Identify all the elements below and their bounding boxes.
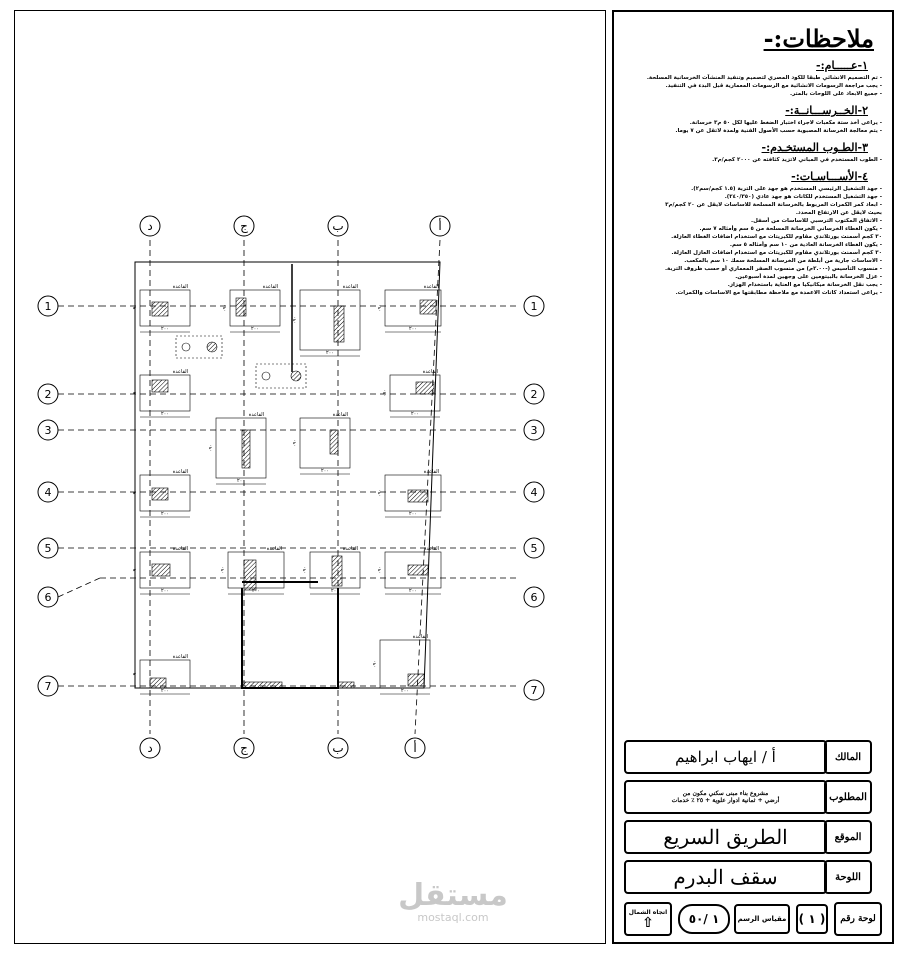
dimension-label-vertical: ٠٩٠	[132, 669, 138, 679]
notes-line: ٣٠ كجم أسمنت بورتلاندي مقاوم للكبريتات مع استخدام اضافات الغطاء العازلة.	[671, 234, 882, 240]
column-section	[152, 302, 168, 316]
grid-label-row-left: 2	[44, 388, 52, 401]
dimension-label-vertical: ٠٩٠	[382, 388, 388, 398]
dimension-label: ٢٠٠	[250, 326, 260, 332]
grid-label-row-left: 7	[44, 680, 52, 693]
scale-value: ١ /٥٠	[678, 904, 730, 934]
footing-outline	[300, 418, 350, 468]
pit-wall	[242, 588, 338, 688]
dimension-label: ٢٠٠	[320, 468, 330, 474]
column-section	[420, 300, 436, 314]
notes-line: - منسوب التأسيس (-٢.٠٠م) من منسوب الصفر المعماري أو حسب ظروف التربة.	[664, 266, 882, 272]
dimension-label: ٢٠٠	[400, 688, 410, 694]
grid-label-row-right: 1	[530, 300, 538, 313]
notes-section-title: ١-عـــــام:-	[816, 59, 868, 72]
dimension-label: ٢٠٠	[408, 511, 418, 517]
drawing-value: سقف البدرم	[624, 860, 827, 894]
owner-label: المالك	[824, 740, 872, 774]
footing-label: القاعدة	[266, 546, 282, 552]
required-line-1: مشروع بناء مبنى سكني مكون من	[682, 790, 769, 797]
title-block-owner	[624, 740, 882, 774]
footing-label: القاعدة	[172, 469, 188, 475]
watermark-arabic: مستقل	[398, 878, 508, 913]
equipment-symbol	[182, 343, 190, 351]
equipment-symbol	[262, 372, 270, 380]
notes-line: - ابعاد كمر الكمرات المربوط بالخرسانة المسلحة للاساسات لايقل عن ٢٠ كجم/م٣	[665, 202, 882, 208]
dimension-label-vertical: ٠٩٠	[132, 303, 138, 313]
footing-outline	[300, 290, 360, 350]
north-arrow-label: اتجاه الشمال	[628, 908, 668, 916]
notes-line: - الاتفاق المكتوب الترسبي للاساسات من أسفل.	[751, 218, 882, 224]
column-section	[242, 430, 250, 468]
dimension-label: ٢٠٠	[160, 511, 170, 517]
grid-label-row-left: 5	[44, 542, 52, 555]
grid-label-row-right: 2	[530, 388, 538, 401]
grid-label-column-bottom: ج	[240, 741, 248, 755]
watermark-latin: mostaql.com	[417, 911, 489, 924]
notes-line: - جهد التشغيل المستخدم للكانات هو جهد عادي (٢٤٠/٣٥٠).	[724, 194, 882, 200]
notes-body	[620, 59, 882, 297]
location-value: الطريق السريع	[624, 820, 827, 854]
notes-line: - تم التصميم الانشائي طبقا للكود المصري لتصميم وتنفيذ المنشآت الخرسانية المسلحة.	[646, 75, 882, 81]
grid-label-column-top: ب	[332, 219, 344, 233]
grid-label-column-top: د	[147, 219, 153, 233]
footing-label: القاعدة	[172, 369, 188, 375]
column-section	[330, 430, 338, 454]
column-section	[416, 382, 434, 394]
column-section	[408, 490, 428, 502]
dimension-label: ٢٠٠	[160, 326, 170, 332]
notes-line: - جميع الابعاد على اللوحات بالمتر.	[790, 91, 882, 97]
notes-section-title: ٢-الخــرســـانــة:-	[785, 104, 868, 117]
dimension-label-vertical: ٠٩٠	[377, 565, 383, 575]
footing-label: القاعدة	[342, 546, 358, 552]
footing-label: القاعدة	[172, 284, 188, 290]
notes-line: بحيث لايقل عن الارتفاع المحدد.	[795, 210, 882, 216]
column-section	[150, 678, 166, 688]
dimension-label: ٢٠٠	[251, 588, 261, 594]
equipment-symbol	[207, 342, 217, 352]
dimension-label-vertical: ٠٩٠	[208, 443, 214, 453]
grid-label-column-bottom: د	[147, 741, 153, 755]
column-section	[244, 560, 256, 590]
required-label: المطلوب	[824, 780, 872, 814]
dimension-label-vertical: ٠٩٠	[372, 659, 378, 669]
dimension-label-vertical: ٠٩٠	[220, 565, 226, 575]
dimension-label-vertical: ٠٩٠	[132, 565, 138, 575]
dimension-label: ٢٠٠	[160, 588, 170, 594]
owner-value: أ / ايهاب ابراهيم	[624, 740, 827, 774]
notes-line: - يراعى استعداد كانات الاعمدة مع ملاحظة مطابقتها مع الاساسات والكمرات.	[675, 290, 882, 296]
footing-label: القاعدة	[342, 284, 358, 290]
notes-line: - يكون الغطاء الخرسانة العادية من ١٠ سم وأمثاله ٥ سم.	[729, 242, 882, 248]
required-value	[624, 780, 827, 814]
dimension-label: ٢٠٠	[160, 411, 170, 417]
notes-line: - يكون الغطاء الخرساني الخرسانة المسلحة من ٥ سم وأمثاله ٧ سم.	[699, 226, 882, 232]
notes-section-title: ٤-الأســـاسـات:-	[791, 170, 868, 183]
location-label: الموقع	[824, 820, 872, 854]
grid-label-row-left: 1	[44, 300, 52, 313]
footing-label: القاعدة	[423, 546, 439, 552]
north-arrow-icon: ⇧	[642, 914, 654, 931]
dimension-label-vertical: ٠٩٠	[377, 488, 383, 498]
dimension-label: ٢٠٠	[160, 688, 170, 694]
north-arrow-box	[624, 902, 672, 936]
footing-label: القاعدة	[332, 412, 348, 418]
title-block-required	[624, 780, 882, 814]
pit-column-section	[242, 682, 282, 688]
column-section	[408, 674, 424, 686]
dimension-label-vertical: ٠٩٠	[222, 303, 228, 313]
column-section	[334, 306, 344, 342]
notes-line: - يراعى أخذ ستة مكعبات لاجراء اختبار الضغط عليها لكل ٥٠ م٣ خرسانة.	[689, 120, 882, 126]
notes-line: - جهد التشغيل الرئيسي المستخدم هو جهد على التربة (١.٥ كجم/سم٢).	[691, 186, 882, 192]
dimension-label-vertical: ٠٩٠	[292, 315, 298, 325]
notes-line: - يتم معالجة الخرسانة المصبوبة حسب الأصول الفنية ولمدة لاتقل عن ٧ يوما.	[675, 128, 882, 134]
dimension-label-vertical: ٠٩٠	[132, 488, 138, 498]
notes-line: - يجب نقل الخرسانة ميكانيكيا مع العناية باستخدام الهزاز.	[727, 282, 882, 288]
dimension-label-vertical: ٠٩٠	[292, 438, 298, 448]
footing-label: القاعدة	[262, 284, 278, 290]
column-section	[152, 488, 168, 500]
equipment-symbol	[291, 371, 301, 381]
grid-label-row-right: 5	[530, 542, 538, 555]
footing-label: القاعدة	[423, 284, 439, 290]
notes-line: - عزل الخرسانة بالبيتومين على وجهين لمدة أسبوعين.	[735, 274, 882, 280]
footing-label: القاعدة	[423, 469, 439, 475]
notes-line: ٣٠ كجم أسمنت بورتلاندي مقاوم للكبريتات مع استخدام اضافات العازل العازلة.	[671, 250, 882, 256]
notes-line: - الطوب المستخدم في المباني لاتزيد كثافته عن ٢٠٠٠ كجم/م٣.	[712, 157, 882, 163]
footing-outline	[216, 418, 266, 478]
footing-label: القاعدة	[412, 634, 428, 640]
required-line-2: أرضي + ثمانية ادوار علوية + ٢٥ ٪ خدمات	[671, 797, 780, 804]
notes-title: ملاحظات:-	[763, 24, 874, 53]
grid-label-column-top: ج	[240, 219, 248, 233]
watermark-logo	[398, 880, 508, 924]
grid-label-row-right: 4	[530, 486, 538, 499]
dimension-label-vertical: ٠٩٠	[377, 303, 383, 313]
grid-label-row-left: 4	[44, 486, 52, 499]
column-section	[152, 380, 168, 392]
drawing-label: اللوحة	[824, 860, 872, 894]
dimension-label: ٢٠٠	[408, 588, 418, 594]
dimension-label: ٢٠٠	[410, 411, 420, 417]
notes-panel	[620, 24, 882, 297]
notes-line: - الاساسات جارية من أبلطة من الخرسانة المسلحة سمك ١٠ سم بالمكعب.	[684, 258, 882, 264]
dimension-label-vertical: ٠٩٠	[302, 565, 308, 575]
column-section	[236, 298, 246, 316]
title-block-location	[624, 820, 882, 854]
grid-label-column-top: أ	[438, 219, 442, 233]
dimension-label: ٢٠٠	[330, 588, 340, 594]
scale-label: مقياس الرسم	[734, 904, 790, 934]
grid-label-row-left: 6	[44, 591, 52, 604]
title-block-drawing	[624, 860, 882, 894]
footing-label: القاعدة	[422, 369, 438, 375]
grid-label-column-bottom: أ	[413, 741, 417, 755]
sheet-number-label: لوحة رقم	[834, 902, 882, 936]
dimension-label: ٢٠٠	[236, 478, 246, 484]
foundation-plan-drawing	[14, 10, 606, 944]
grid-label-row-left: 3	[44, 424, 52, 437]
footing-label: القاعدة	[172, 654, 188, 660]
grid-label-row-right: 7	[530, 684, 538, 697]
grid-label-row-right: 3	[530, 424, 538, 437]
notes-section-title: ٣-الطـوب المستخـدم:-	[761, 141, 868, 154]
column-section	[332, 556, 342, 586]
footing-label: القاعدة	[172, 546, 188, 552]
grid-line-row-lead	[58, 578, 100, 597]
column-section	[152, 564, 170, 576]
dimension-label: ٢٠٠	[408, 326, 418, 332]
notes-line: - يجب مراجعة الرسومات الانشائية مع الرسومات المعمارية قبل البدء في التنفيذ.	[665, 83, 882, 89]
dimension-label-vertical: ٠٩٠	[132, 388, 138, 398]
grid-label-row-right: 6	[530, 591, 538, 604]
grid-label-column-bottom: ب	[332, 741, 344, 755]
column-section	[408, 565, 428, 575]
dimension-label: ٢٠٠	[325, 350, 335, 356]
footing-label: القاعدة	[248, 412, 264, 418]
pit-column-section	[338, 682, 354, 688]
sheet-number-value: ( ١ )	[796, 904, 828, 934]
